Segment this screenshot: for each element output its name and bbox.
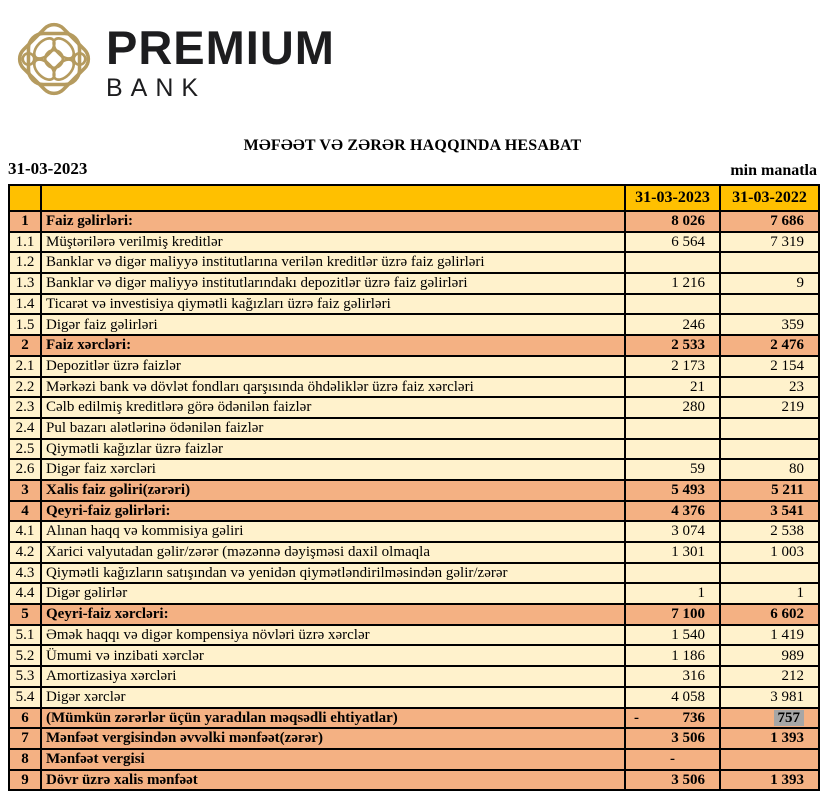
value-2023: [625, 294, 720, 315]
minus-sign: -: [634, 709, 639, 726]
row-number: 2: [9, 335, 41, 356]
row-label: Banklar və digər maliyyə institutlarındakı depozitlər üzrə faiz gəlirləri: [41, 273, 625, 294]
premium-bank-knot-icon: [10, 8, 98, 110]
value-2023: 4 376: [625, 501, 720, 522]
row-label: Müştərilərə verilmiş kreditlər: [41, 232, 625, 253]
value-2022: 2 154: [720, 356, 819, 377]
value-2023: 3 506: [625, 770, 720, 791]
row-label: Depozitlər üzrə faizlər: [41, 356, 625, 377]
row-label: Alınan haqq və kommisiya gəliri: [41, 521, 625, 542]
value-2022: 80: [720, 459, 819, 480]
row-number: 9: [9, 770, 41, 791]
table-row: [9, 625, 819, 646]
value-2023: 3 506: [625, 728, 720, 749]
row-number: 5.3: [9, 666, 41, 687]
value-2023: 7 100: [625, 604, 720, 625]
row-label: Faiz xərcləri:: [41, 335, 625, 356]
row-number: 2.1: [9, 356, 41, 377]
row-label: Amortizasiya xərcləri: [41, 666, 625, 687]
value-2022: 5 211: [720, 480, 819, 501]
value-2022: 9: [720, 273, 819, 294]
value-2022: 359: [720, 314, 819, 335]
value-2023: 246: [625, 314, 720, 335]
value-2022: [720, 418, 819, 439]
table-row: [9, 501, 819, 522]
table-row: [9, 294, 819, 315]
row-label: Pul bazarı alətlərinə ödənilən faizlər: [41, 418, 625, 439]
table-header-row: [9, 185, 819, 211]
value-2022: 3 541: [720, 501, 819, 522]
row-label: Qeyri-faiz xərcləri:: [41, 604, 625, 625]
highlighted-value: 757: [774, 710, 805, 726]
value-2023: 2 173: [625, 356, 720, 377]
row-number: 7: [9, 728, 41, 749]
table-row: [9, 377, 819, 398]
table-row: [9, 708, 819, 729]
table-row: [9, 335, 819, 356]
row-number: 4.2: [9, 542, 41, 563]
table-row: [9, 211, 819, 232]
value-2022: 1: [720, 583, 819, 604]
table-row: [9, 232, 819, 253]
statement-table: [8, 184, 820, 791]
value-2022: 7 319: [720, 232, 819, 253]
value-2022: [720, 708, 819, 729]
row-label: Mərkəzi bank və dövlət fondları qarşısında öhdəliklər üzrə faiz xərcləri: [41, 377, 625, 398]
unit-label: min manatla: [730, 162, 817, 179]
row-label: Qiymətli kağızlar üzrə faizlər: [41, 439, 625, 460]
table-row: [9, 770, 819, 791]
value-2023: 59: [625, 459, 720, 480]
row-label: Digər faiz xərcləri: [41, 459, 625, 480]
header-cell-number: [9, 185, 41, 211]
row-label: Digər xərclər: [41, 687, 625, 708]
table-row: [9, 749, 819, 770]
row-label: Qeyri-faiz gəlirləri:: [41, 501, 625, 522]
row-number: 4.4: [9, 583, 41, 604]
value-2022: 23: [720, 377, 819, 398]
value-2023: 280: [625, 397, 720, 418]
row-number: 2.2: [9, 377, 41, 398]
value-2022: [720, 439, 819, 460]
value-2022: 2 476: [720, 335, 819, 356]
table-row: [9, 459, 819, 480]
table-row: [9, 666, 819, 687]
row-label: Dövr üzrə xalis mənfəət: [41, 770, 625, 791]
value-2023: [625, 563, 720, 584]
value-2023: 4 058: [625, 687, 720, 708]
value-2023: 1 216: [625, 273, 720, 294]
table-row: [9, 397, 819, 418]
table-row: [9, 542, 819, 563]
table-row: [9, 645, 819, 666]
value-2023: 21: [625, 377, 720, 398]
row-number: 1.2: [9, 252, 41, 273]
row-label: Xalis faiz gəliri(zərəri): [41, 480, 625, 501]
row-label: Mənfəət vergisindən əvvəlki mənfəət(zərər): [41, 728, 625, 749]
table-row: [9, 563, 819, 584]
row-number: 1.1: [9, 232, 41, 253]
row-number: 4.1: [9, 521, 41, 542]
value-2023: 316: [625, 666, 720, 687]
row-label: Banklar və digər maliyyə institutlarına verilən kreditlər üzrə faiz gəlirləri: [41, 252, 625, 273]
row-number: 4.3: [9, 563, 41, 584]
value-2023: 6 564: [625, 232, 720, 253]
row-label: Mənfəət vergisi: [41, 749, 625, 770]
value-2022: 219: [720, 397, 819, 418]
value-2023: -: [625, 749, 720, 770]
value-2023: 1: [625, 583, 720, 604]
table-row: [9, 418, 819, 439]
report-date: 31-03-2023: [8, 159, 88, 178]
table-row: [9, 314, 819, 335]
value-2022: 7 686: [720, 211, 819, 232]
row-label: Ticarət və investisiya qiymətli kağızları üzrə faiz gəlirləri: [41, 294, 625, 315]
value-2023: 3 074: [625, 521, 720, 542]
value-2022: 1 393: [720, 728, 819, 749]
value-2023: 1 301: [625, 542, 720, 563]
value-2023: [625, 418, 720, 439]
table-row: [9, 728, 819, 749]
row-number: 1.5: [9, 314, 41, 335]
value-2023: 8 026: [625, 211, 720, 232]
row-number: 6: [9, 708, 41, 729]
value-2022: 1 393: [720, 770, 819, 791]
value-2022: [720, 252, 819, 273]
table-row: [9, 273, 819, 294]
value-2022: 1 419: [720, 625, 819, 646]
header-cell-2022: 31-03-2022: [720, 185, 819, 211]
value-2022: 3 981: [720, 687, 819, 708]
row-number: 5.1: [9, 625, 41, 646]
table-row: [9, 252, 819, 273]
value-2022: [720, 294, 819, 315]
value-2022: [720, 563, 819, 584]
row-number: 2.3: [9, 397, 41, 418]
row-number: 4: [9, 501, 41, 522]
row-label: (Mümkün zərərlər üçün yaradılan məqsədli ehtiyatlar): [41, 708, 625, 729]
table-row: [9, 356, 819, 377]
row-number: 5.4: [9, 687, 41, 708]
brand-subtitle: BANK: [106, 74, 207, 102]
row-label: Cəlb edilmiş kreditlərə görə ödənilən faizlər: [41, 397, 625, 418]
value-2022: [720, 749, 819, 770]
row-number: 8: [9, 749, 41, 770]
row-number: 5.2: [9, 645, 41, 666]
table-row: [9, 687, 819, 708]
brand-name: PREMIUM: [106, 21, 335, 74]
table-row: [9, 480, 819, 501]
value-2022: 1 003: [720, 542, 819, 563]
row-number: 5: [9, 604, 41, 625]
row-number: 2.5: [9, 439, 41, 460]
row-number: 2.6: [9, 459, 41, 480]
row-label: Faiz gəlirləri:: [41, 211, 625, 232]
table-row: [9, 521, 819, 542]
row-label: Ümumi və inzibati xərclər: [41, 645, 625, 666]
header-cell-label: [41, 185, 625, 211]
brand-block: [106, 21, 335, 102]
value-2022: 989: [720, 645, 819, 666]
table-row: [9, 583, 819, 604]
value-2023: 2 533: [625, 335, 720, 356]
row-number: 1.3: [9, 273, 41, 294]
row-label: Digər faiz gəlirləri: [41, 314, 625, 335]
row-label: Xarici valyutadan gəlir/zərər (məzənnə dəyişməsi daxil olmaqla: [41, 542, 625, 563]
table-row: [9, 439, 819, 460]
row-label: Əmək haqqı və digər kompensiya növləri üzrə xərclər: [41, 625, 625, 646]
row-number: 3: [9, 480, 41, 501]
value-2023: [625, 439, 720, 460]
value-2022: 212: [720, 666, 819, 687]
row-label: Qiymətli kağızların satışından və yenidən qiymətləndirilməsindən gəlir/zərər: [41, 563, 625, 584]
value-2023: 1 186: [625, 645, 720, 666]
row-number: 2.4: [9, 418, 41, 439]
value-2023: [625, 252, 720, 273]
statement-table-body: [9, 211, 819, 790]
value-2023: 1 540: [625, 625, 720, 646]
row-number: 1.4: [9, 294, 41, 315]
value-2023: - 736: [625, 708, 720, 729]
value-2022: 2 538: [720, 521, 819, 542]
report-title: MƏFƏƏT VƏ ZƏRƏR HAQQINDA HESABAT: [243, 137, 582, 154]
row-number: 1: [9, 211, 41, 232]
table-row: [9, 604, 819, 625]
value-2023: 5 493: [625, 480, 720, 501]
value-2022: 6 602: [720, 604, 819, 625]
row-label: Digər gəlirlər: [41, 583, 625, 604]
header-cell-2023: 31-03-2023: [625, 185, 720, 211]
